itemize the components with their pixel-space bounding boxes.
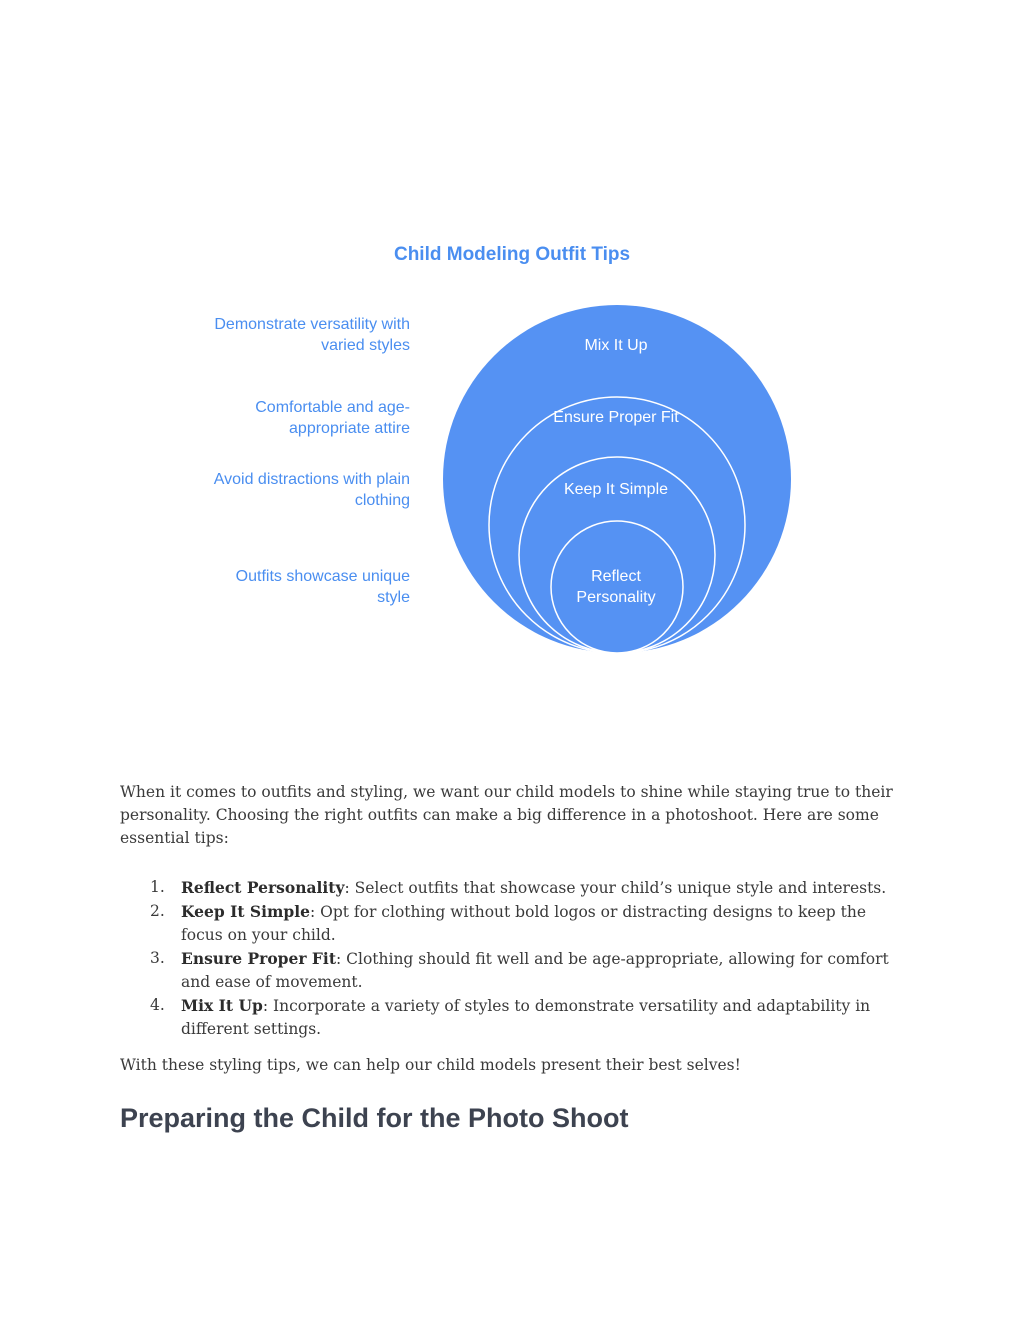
- list-number: 2.: [150, 902, 165, 920]
- tip-text: : Select outfits that showcase your child’s unique style and interests.: [344, 879, 887, 897]
- tip-title: Reflect Personality: [181, 878, 345, 897]
- tip-text: : Clothing should fit well and be age-appropriate, allowing for comfort and ease of movement.: [181, 950, 889, 991]
- list-number: 1.: [150, 878, 165, 896]
- list-item: [120, 994, 910, 1041]
- diagram-title: Child Modeling Outfit Tips: [393, 244, 631, 265]
- tips-list: [120, 876, 910, 1041]
- tip-title: Keep It Simple: [181, 902, 310, 921]
- ring-label-mix-it-up: Mix It Up: [584, 337, 648, 354]
- ring-description-keep-it-simple: Avoid distractions with plain clothing: [213, 471, 410, 509]
- ring-label-keep-it-simple: Keep It Simple: [563, 481, 669, 498]
- ring-description-ensure-proper-fit: Comfortable and age-appropriate attire: [255, 399, 410, 437]
- list-number: 4.: [150, 996, 165, 1014]
- tip-text: : Incorporate a variety of styles to demonstrate versatility and adaptability in different settings.: [181, 997, 871, 1038]
- section-heading: Preparing the Child for the Photo Shoot: [120, 1103, 629, 1133]
- ring-description-mix-it-up: Demonstrate versatility with varied styles: [214, 316, 410, 354]
- ring-description-reflect-personality: Outfits showcase unique style: [235, 568, 410, 606]
- tip-title: Ensure Proper Fit: [181, 949, 336, 968]
- list-item: [120, 876, 910, 900]
- ring-label-reflect-personality: Reflect Personality: [576, 568, 656, 606]
- tip-text: : Opt for clothing without bold logos or distracting designs to keep the focus on your child.: [181, 903, 867, 944]
- tip-title: Mix It Up: [181, 996, 263, 1015]
- list-item: [120, 947, 910, 994]
- list-number: 3.: [150, 949, 165, 967]
- ring-label-ensure-proper-fit: Ensure Proper Fit: [553, 409, 679, 426]
- list-item: [120, 900, 910, 947]
- intro-paragraph: When it comes to outfits and styling, we want our child models to shine while staying true to their personality. Choosing the right outfits can make a big difference in a photoshoot. Here are some essential tips:: [120, 783, 893, 847]
- closing-paragraph: With these styling tips, we can help our child models present their best selves!: [120, 1056, 741, 1074]
